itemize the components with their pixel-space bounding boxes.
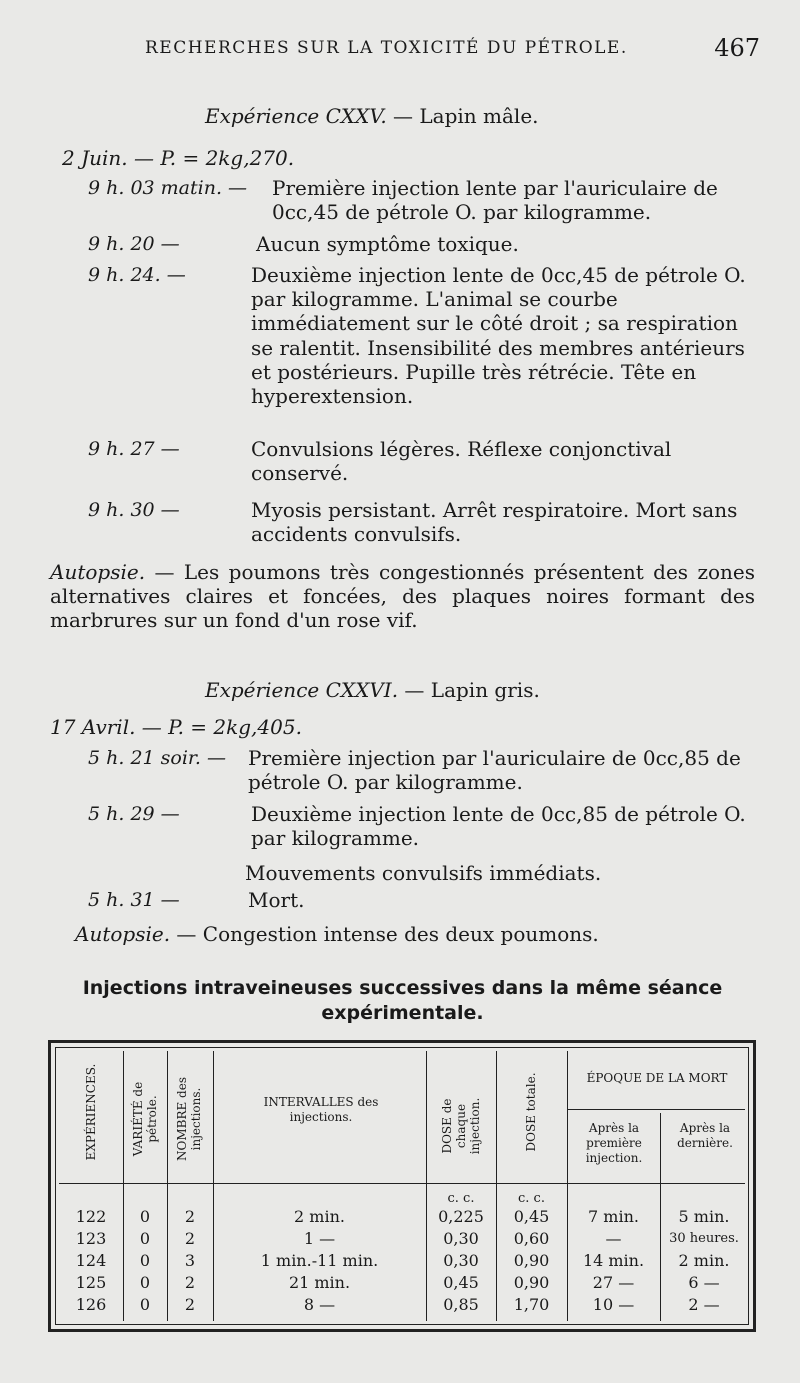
epoque-rule: [567, 1109, 745, 1110]
autopsy-label: Autopsie.: [50, 560, 146, 584]
cell-variete: 0: [139, 1207, 151, 1226]
header-nombre: NOMBRE des injections.: [175, 1077, 203, 1161]
cell-dose-totale: 0,45: [513, 1207, 550, 1226]
cell-dose-totale: 0,90: [513, 1251, 550, 1270]
cell-dose-totale: 0,60: [513, 1229, 550, 1248]
entry-text: Convulsions légères. Réflexe conjonctival conservé.: [251, 437, 672, 486]
cell-apres-premiere: —: [605, 1229, 622, 1248]
entry-time: 5 h. 31 —: [88, 889, 180, 911]
cell-apres-premiere: 10 —: [592, 1295, 635, 1314]
header-dose-totale: DOSE totale.: [524, 1072, 538, 1152]
autopsy-paragraph: [50, 560, 755, 633]
experiment-title: [205, 678, 540, 702]
entry-time: 9 h. 03 matin. —: [88, 177, 248, 199]
entry-text: Deuxième injection lente de 0cc,45 de pétrole O. par kilogramme. L'animal se courbe immédiatement sur le côté droit ; sa respiration se ralentit. Insensibilité des membres antérieurs et postérieurs. Pupille très rétrécie. Tête en hyperextension.: [251, 263, 746, 409]
cell-experience: 122: [75, 1207, 107, 1226]
cell-experience: 126: [75, 1295, 107, 1314]
cell-intervalles: 1 —: [303, 1229, 336, 1248]
autopsy-paragraph: [75, 922, 755, 946]
cell-variete: 0: [139, 1229, 151, 1248]
header-intervalles: INTERVALLES des injections.: [263, 1095, 379, 1124]
cell-dose: 0,30: [443, 1229, 479, 1248]
running-head: [145, 34, 760, 62]
header-rule: [59, 1183, 745, 1184]
header-experiences: EXPÉRIENCES.: [84, 1063, 98, 1161]
entry-text: Aucun symptôme toxique.: [256, 232, 519, 256]
cell-apres-derniere: 6 —: [688, 1273, 720, 1292]
cell-apres-premiere: 27 —: [592, 1273, 635, 1292]
cell-apres-premiere: 14 min.: [582, 1251, 645, 1270]
cell-nombre: 2: [184, 1229, 196, 1248]
cell-dose-totale: 0,90: [513, 1273, 550, 1292]
table-title: Injections intraveineuses successives dans la même séance expérimentale.: [82, 977, 723, 1024]
cell-nombre: 3: [184, 1251, 196, 1270]
entry-text: Mort.: [248, 888, 305, 912]
experiment-subject: — Lapin gris.: [398, 678, 540, 702]
cell-dose: 0,85: [443, 1295, 479, 1314]
cell-experience: 123: [75, 1229, 107, 1248]
cell-apres-premiere: 7 min.: [588, 1207, 639, 1226]
unit-dose-chaque: c. c.: [447, 1191, 475, 1206]
cell-experience: 124: [75, 1251, 107, 1270]
entry-text: Première injection par l'auriculaire de 0cc,85 de pétrole O. par kilogramme.: [248, 746, 741, 795]
header-apres-premiere: Après la première injection.: [585, 1121, 643, 1165]
cell-nombre: 2: [184, 1295, 196, 1314]
entry-text: Myosis persistant. Arrêt respiratoire. Mort sans accidents convulsifs.: [251, 498, 738, 547]
cell-dose-totale: 1,70: [513, 1295, 550, 1314]
experiment-name: Expérience CXXV.: [205, 104, 387, 128]
entry-time: 9 h. 27 —: [88, 438, 180, 460]
cell-apres-derniere: 30 heures.: [669, 1231, 739, 1246]
header-variete: VARIÉTÉ de pétrole.: [131, 1081, 159, 1157]
cell-nombre: 2: [184, 1273, 196, 1292]
cell-intervalles: 21 min.: [288, 1273, 351, 1292]
cell-variete: 0: [139, 1295, 151, 1314]
unit-dose-totale: c. c.: [518, 1191, 545, 1206]
page-number: 467: [714, 34, 760, 62]
entry-text: Première injection lente par l'auriculaire de 0cc,45 de pétrole O. par kilogramme.: [272, 176, 718, 225]
autopsy-text: — Congestion intense des deux poumons.: [170, 922, 599, 946]
experiment-subject: — Lapin mâle.: [386, 104, 539, 128]
cell-variete: 0: [139, 1251, 151, 1270]
cell-apres-derniere: 2 —: [688, 1295, 720, 1314]
entry-time: 9 h. 30 —: [88, 499, 180, 521]
cell-dose: 0,30: [443, 1251, 479, 1270]
entry-text: Deuxième injection lente de 0cc,85 de pétrole O. par kilogramme.: [251, 802, 746, 851]
cell-apres-derniere: 2 min.: [678, 1251, 730, 1270]
header-dose-chaque: DOSE de chaque injection.: [440, 1097, 482, 1155]
cell-intervalles: 8 —: [303, 1295, 336, 1314]
experiment-date-line: 17 Avril. — P. = 2kg,405.: [50, 715, 302, 739]
cell-apres-derniere: 5 min.: [678, 1207, 730, 1226]
autopsy-label: Autopsie.: [75, 922, 171, 946]
entry-time: 9 h. 20 —: [88, 233, 180, 255]
header-epoque-mort: ÉPOQUE DE LA MORT: [586, 1071, 728, 1085]
cell-dose: 0,45: [443, 1273, 479, 1292]
cell-intervalles: 2 min.: [294, 1207, 345, 1226]
experiment-title: [205, 104, 539, 128]
entry-time: 5 h. 29 —: [88, 803, 180, 825]
cell-experience: 125: [75, 1273, 107, 1292]
cell-variete: 0: [139, 1273, 151, 1292]
running-title: RECHERCHES SUR LA TOXICITÉ DU PÉTROLE.: [145, 38, 628, 58]
entry-text: Mouvements convulsifs immédiats.: [245, 861, 602, 885]
cell-intervalles: 1 min.-11 min.: [260, 1251, 379, 1270]
experiment-date-line: 2 Juin. — P. = 2kg,270.: [62, 146, 295, 170]
results-table: [48, 1040, 756, 1332]
cell-nombre: 2: [184, 1207, 196, 1226]
autopsy-text: — Les poumons très congestionnés présentent des zones alternatives claires et foncées, des plaques noires formant des marbrures sur un fond d'un rose vif.: [50, 560, 755, 633]
experiment-name: Expérience CXXVI.: [205, 678, 399, 702]
entry-time: 9 h. 24. —: [88, 264, 186, 286]
header-apres-derniere: Après la dernière.: [677, 1121, 733, 1150]
cell-dose: 0,225: [438, 1207, 484, 1226]
entry-time: 5 h. 21 soir. —: [88, 747, 227, 769]
